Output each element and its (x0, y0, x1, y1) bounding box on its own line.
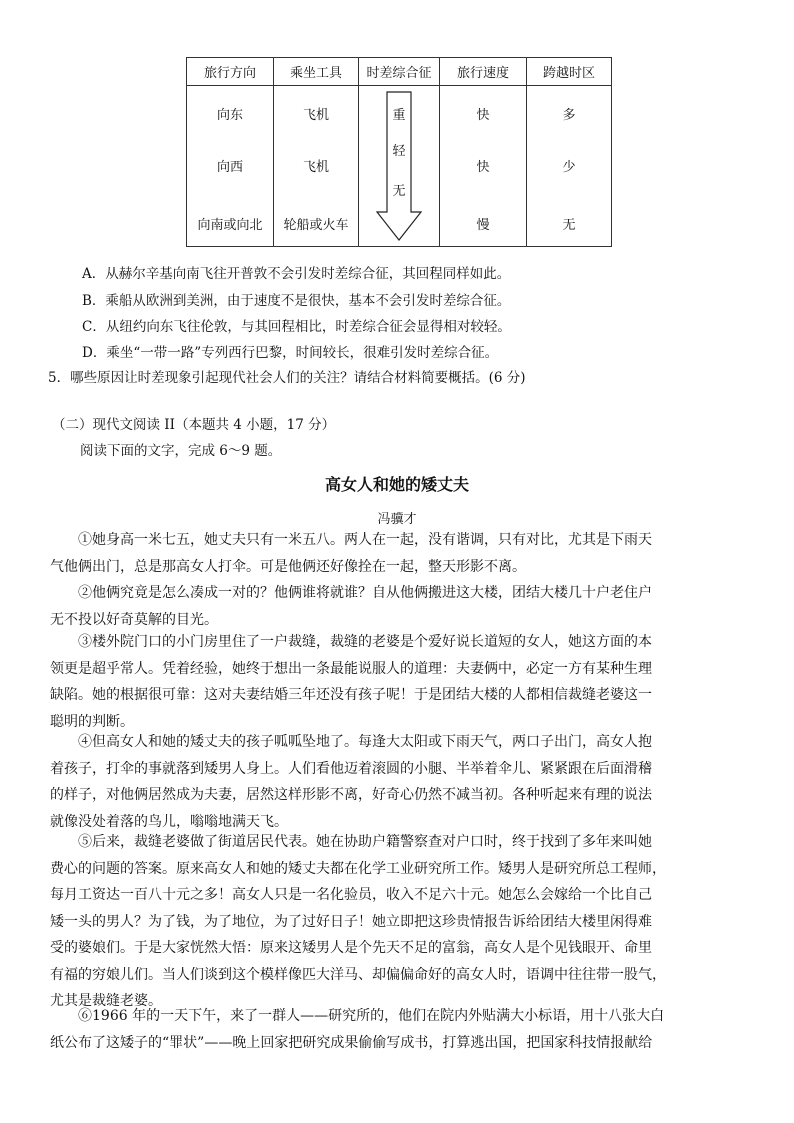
text-line: 缺陷。她的根据很可靠：这对夫妻结婚三年还没有孩子呢！于是团结大楼的人都相信裁缝老婆这一 (50, 687, 652, 703)
text-line: 有福的穷娘儿们。当人们谈到这个模样像匹大洋马、却偏偏命好的高女人时，语调中往往带一股气， (50, 966, 666, 983)
text-line: 尤其是裁缝老婆。 (50, 993, 162, 1009)
header-vehicle: 乘坐工具 (274, 58, 359, 86)
direction-cell (187, 86, 274, 247)
header-direction: 旅行方向 (187, 58, 274, 86)
table-cell: 少 (562, 160, 576, 175)
option-d: D．乘坐“一带一路”专列西行巴黎，时间较长，很难引发时差综合征。 (82, 345, 499, 361)
text-line: ①她身高一米七五，她丈夫只有一米五八。两人在一起，没有谐调，只有对比，尤其是下雨天 (78, 532, 652, 548)
table-cell: 快 (476, 108, 490, 123)
header-speed: 旅行速度 (440, 58, 527, 86)
text-line: 纸公布了这矮子的“罪状”——晚上回家把研究成果偷偷写成书，打算逃出国，把国家科技情报献给 (50, 1034, 653, 1051)
text-line: ④但高女人和她的矮丈夫的孩子呱呱坠地了。每逢大太阳或下雨天气，两口子出门，高女人抱 (78, 734, 652, 750)
story-title: 高女人和她的矮丈夫 (324, 475, 469, 494)
text-line: 受的婆娘们。于是大家恍然大悟：原来这矮男人是个先天不足的富翁，高女人是个见钱眼开、命里 (50, 940, 652, 956)
symptom-cell (359, 86, 440, 247)
text-line: 费心的问题的答案。原来高女人和她的矮丈夫都在化学工业研究所工作。矮男人是研究所总工程师， (50, 860, 666, 877)
option-a: A．从赫尔辛基向南飞往开普敦不会引发时差综合征，其回程同样如此。 (82, 266, 511, 282)
table-cell: 慢 (476, 218, 490, 233)
text-line: 气他俩出门，总是那高女人打伞。可是他俩还好像拴在一起，整天形影不离。 (50, 558, 526, 575)
table-cell: 多 (562, 108, 576, 123)
table-cell: 快 (476, 160, 490, 175)
text-line: ③楼外院门口的小门房里住了一户裁缝，裁缝的老婆是个爱好说长道短的女人，她这方面的本 (78, 634, 652, 650)
table-header-row (187, 58, 612, 86)
question-5: 5．哪些原因让时差现象引起现代社会人们的关注？请结合材料简要概括。(6 分) (48, 370, 526, 386)
text-line: ⑥1966 年的一天下午，来了一群人——研究所的，他们在院内外贴满大小标语，用十八张大白 (78, 1008, 665, 1024)
table-cell: 向南或向北 (197, 218, 263, 233)
speed-cell (440, 86, 527, 247)
jet-lag-table (186, 57, 612, 247)
table-cell: 无 (392, 184, 406, 199)
paragraph-4 (50, 729, 740, 835)
zones-cell (527, 86, 612, 247)
text-line: 无不投以好奇莫解的目光。 (50, 611, 218, 628)
paragraph-1 (50, 527, 740, 580)
story-author: 冯骥才 (377, 512, 417, 527)
text-line: 着孩子，打伞的事就落到矮男人身上。人们看他迈着滚圆的小腿、半举着伞儿、紧紧跟在后面滑稽 (50, 760, 652, 777)
section-title: （二）现代文阅读 II（本题共 4 小题，17 分） (52, 417, 336, 433)
option-b: B．乘船从欧洲到美洲，由于速度不是很快，基本不会引发时差综合征。 (82, 293, 511, 309)
table-cell: 轮船或火车 (283, 218, 349, 233)
text-line: 聪明的判断。 (50, 713, 134, 730)
text-line: 就像没处着落的鸟儿，嗡嗡地满天飞。 (50, 813, 288, 830)
header-symptom: 时差综合征 (359, 58, 440, 86)
header-zones: 跨越时区 (527, 58, 612, 86)
table-cell: 无 (562, 218, 576, 233)
text-line: 矮一头的男人？为了钱，为了地位，为了过好日子！她立即把这珍贵情报告诉给团结大楼里闲得难 (50, 913, 652, 930)
text-line: ⑤后来，裁缝老婆做了街道居民代表。她在协助户籍警察查对户口时，终于找到了多年来叫她 (78, 834, 652, 850)
table-cell: 飞机 (302, 108, 329, 123)
table-cell: 向西 (216, 160, 243, 175)
text-line: ②他俩究竟是怎么凑成一对的？他俩谁将就谁？自从他俩搬进这大楼，团结大楼几十户老住户 (78, 585, 652, 601)
table-cell: 轻 (392, 144, 406, 159)
paragraph-3 (50, 629, 740, 735)
table-cell: 向东 (216, 108, 243, 123)
paragraph-6 (50, 1003, 740, 1056)
paragraph-2 (50, 580, 740, 633)
table-cell: 飞机 (302, 160, 329, 175)
paragraph-5 (50, 829, 740, 1015)
text-line: 领更是超乎常人。凭着经验，她终于想出一条最能说服人的道理：夫妻俩中，必定一方有某种生理 (50, 660, 652, 677)
table-body-row (187, 86, 612, 247)
table-cell: 重 (392, 108, 406, 123)
text-line: 每月工资达一百八十元之多！高女人只是一名化验员，收入不足六十元。她怎么会嫁给一个比自己 (50, 887, 652, 903)
section-instruction: 阅读下面的文字，完成 6～9 题。 (80, 443, 282, 459)
vehicle-cell (274, 86, 359, 247)
option-c: C．从纽约向东飞往伦敦，与其回程相比，时差综合征会显得相对较轻。 (82, 319, 511, 335)
text-line: 的样子，对他俩居然成为夫妻，居然这样形影不离，好奇心仍然不减当初。各种听起来有理的说法 (50, 787, 652, 803)
